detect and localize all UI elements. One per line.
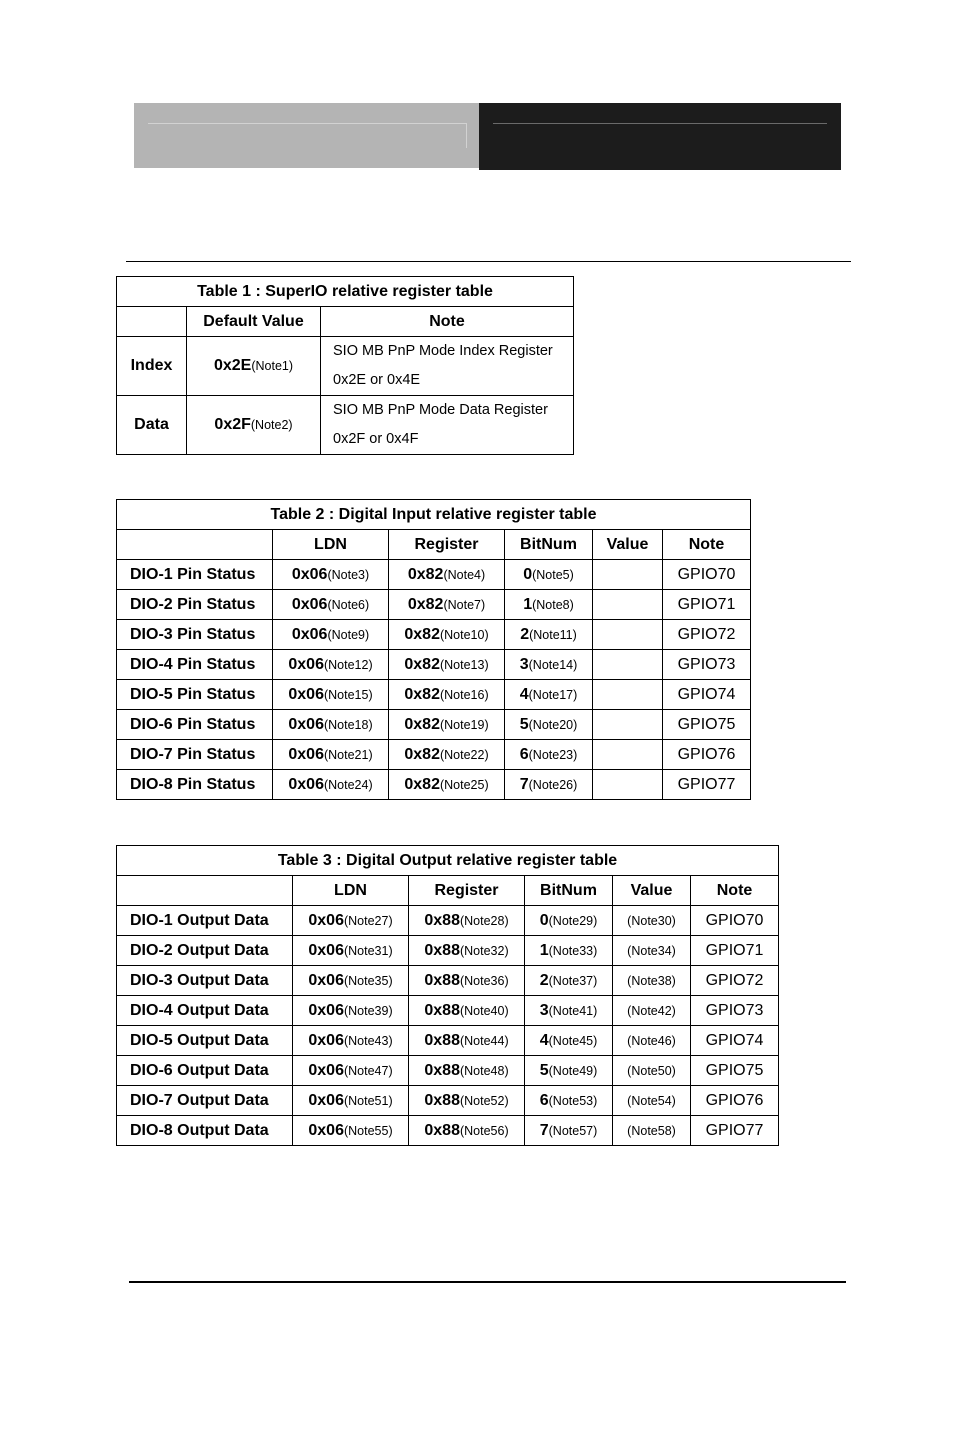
table-row — [117, 560, 751, 590]
note-ref: (Note4) — [443, 567, 486, 582]
ldn-value: 0x06 — [288, 655, 324, 673]
column-header: BitNum — [505, 530, 593, 560]
note-ref: (Note36) — [459, 973, 509, 988]
register-cell — [389, 620, 505, 650]
bitnum-cell — [505, 590, 593, 620]
register-cell — [409, 1026, 525, 1056]
column-header — [117, 307, 187, 337]
value-note: (Note42) — [627, 1003, 676, 1018]
table-row — [117, 650, 751, 680]
note-ref: (Note33) — [548, 943, 598, 958]
bitnum-cell — [525, 936, 613, 966]
row-label: Index — [117, 337, 187, 396]
note-ref: (Note37) — [548, 973, 598, 988]
digital-output-register-table — [116, 845, 779, 1146]
row-label: DIO-6 Pin Status — [117, 710, 273, 740]
value-cell — [613, 1056, 691, 1086]
register-value: 0x82 — [404, 745, 440, 763]
ldn-cell — [273, 620, 389, 650]
table-row — [117, 590, 751, 620]
ldn-cell — [293, 996, 409, 1026]
note-ref: (Note19) — [439, 717, 489, 732]
note-ref: (Note49) — [548, 1063, 598, 1078]
gpio-note: GPIO73 — [691, 996, 779, 1026]
register-value: 0x82 — [404, 775, 440, 793]
bitnum-value: 1 — [523, 595, 533, 613]
note-ref: (Note9) — [327, 627, 370, 642]
table-row — [117, 680, 751, 710]
table-header-row — [117, 307, 574, 337]
row-label: DIO-7 Output Data — [117, 1086, 293, 1116]
register-value: 0x88 — [424, 911, 460, 929]
column-header: Value — [593, 530, 663, 560]
bitnum-value: 4 — [539, 1031, 549, 1049]
table-row — [117, 1086, 779, 1116]
superio-register-table — [116, 276, 574, 455]
note-ref: (Note53) — [548, 1093, 598, 1108]
table-title: Table 1 : SuperIO relative register table — [117, 277, 574, 307]
value-cell — [593, 620, 663, 650]
note-cell — [321, 337, 574, 396]
value-note: (Note46) — [627, 1033, 676, 1048]
value-cell — [613, 966, 691, 996]
column-header: Note — [691, 876, 779, 906]
gpio-note: GPIO77 — [691, 1116, 779, 1146]
ldn-cell — [293, 1116, 409, 1146]
register-cell — [409, 996, 525, 1026]
value-note: (Note38) — [627, 973, 676, 988]
register-value: 0x88 — [424, 1091, 460, 1109]
table-row — [117, 740, 751, 770]
gpio-note: GPIO70 — [663, 560, 751, 590]
row-label: DIO-4 Output Data — [117, 996, 293, 1026]
table-row — [117, 710, 751, 740]
value-cell — [613, 1086, 691, 1116]
value-cell — [593, 650, 663, 680]
column-header: Note — [321, 307, 574, 337]
table-row — [117, 1116, 779, 1146]
register-value: 0x82 — [404, 655, 440, 673]
default-value: 0x2E — [213, 357, 252, 374]
header-rule — [148, 123, 466, 124]
column-header: Default Value — [187, 307, 321, 337]
note-ref: (Note57) — [548, 1123, 598, 1138]
register-cell — [389, 710, 505, 740]
table-header-row — [117, 530, 751, 560]
value-cell — [593, 710, 663, 740]
note-ref: (Note32) — [459, 943, 509, 958]
ldn-value: 0x06 — [308, 941, 344, 959]
note-ref: (Note28) — [459, 913, 509, 928]
note-ref: (Note10) — [439, 627, 489, 642]
value-cell — [593, 560, 663, 590]
ldn-value: 0x06 — [288, 745, 324, 763]
gpio-note: GPIO75 — [663, 710, 751, 740]
ldn-cell — [273, 710, 389, 740]
ldn-value: 0x06 — [288, 685, 324, 703]
note-line: 0x2F or 0x4F — [333, 431, 419, 447]
bitnum-cell — [505, 770, 593, 800]
register-value: 0x82 — [404, 715, 440, 733]
register-value: 0x88 — [424, 1001, 460, 1019]
ldn-cell — [273, 650, 389, 680]
note-ref: (Note6) — [327, 597, 370, 612]
note-ref: (Note41) — [548, 1003, 598, 1018]
column-header — [117, 876, 293, 906]
row-label: DIO-7 Pin Status — [117, 740, 273, 770]
row-label: DIO-4 Pin Status — [117, 650, 273, 680]
bitnum-cell — [525, 996, 613, 1026]
column-header: Note — [663, 530, 751, 560]
value-cell — [613, 1026, 691, 1056]
note-ref: (Note48) — [459, 1063, 509, 1078]
register-value: 0x88 — [424, 971, 460, 989]
ldn-cell — [273, 590, 389, 620]
gpio-note: GPIO71 — [691, 936, 779, 966]
value-note: (Note58) — [627, 1123, 676, 1138]
register-cell — [409, 1116, 525, 1146]
note-ref: (Note5) — [532, 567, 574, 582]
value-note: (Note34) — [627, 943, 676, 958]
ldn-value: 0x06 — [308, 1061, 344, 1079]
note-ref: (Note3) — [327, 567, 370, 582]
row-label: DIO-8 Output Data — [117, 1116, 293, 1146]
note-ref: (Note18) — [323, 717, 373, 732]
bitnum-cell — [525, 1116, 613, 1146]
bitnum-cell — [525, 906, 613, 936]
value-cell — [613, 996, 691, 1026]
note-ref: (Note24) — [323, 777, 373, 792]
register-cell — [409, 1086, 525, 1116]
row-label: Data — [117, 396, 187, 455]
note-ref: (Note52) — [459, 1093, 509, 1108]
bitnum-value: 4 — [519, 685, 529, 703]
register-cell — [409, 966, 525, 996]
ldn-value: 0x06 — [308, 971, 344, 989]
note-ref: (Note47) — [343, 1063, 393, 1078]
bitnum-cell — [525, 1056, 613, 1086]
table-row — [117, 966, 779, 996]
register-value: 0x88 — [424, 941, 460, 959]
note-ref: (Note43) — [343, 1033, 393, 1048]
register-cell — [389, 770, 505, 800]
bitnum-value: 7 — [539, 1121, 549, 1139]
bitnum-value: 6 — [519, 745, 529, 763]
register-value: 0x88 — [424, 1061, 460, 1079]
note-ref: (Note16) — [439, 687, 489, 702]
note-ref: (Note7) — [443, 597, 486, 612]
note-ref: (Note17) — [528, 687, 578, 702]
note-ref: (Note2) — [250, 418, 293, 432]
note-ref: (Note35) — [343, 973, 393, 988]
note-ref: (Note51) — [343, 1093, 393, 1108]
bitnum-value: 5 — [539, 1061, 549, 1079]
row-label: DIO-1 Pin Status — [117, 560, 273, 590]
ldn-cell — [273, 560, 389, 590]
note-ref: (Note22) — [439, 747, 489, 762]
row-label: DIO-3 Pin Status — [117, 620, 273, 650]
bitnum-value: 0 — [523, 565, 533, 583]
note-line: SIO MB PnP Mode Data Register — [333, 402, 548, 418]
column-header: BitNum — [525, 876, 613, 906]
ldn-cell — [293, 1056, 409, 1086]
ldn-value: 0x06 — [308, 1091, 344, 1109]
bitnum-cell — [525, 1086, 613, 1116]
register-cell — [389, 740, 505, 770]
gpio-note: GPIO75 — [691, 1056, 779, 1086]
note-ref: (Note27) — [343, 913, 393, 928]
gpio-note: GPIO76 — [663, 740, 751, 770]
register-value: 0x88 — [424, 1121, 460, 1139]
gpio-note: GPIO70 — [691, 906, 779, 936]
column-header: LDN — [293, 876, 409, 906]
value-cell — [613, 1116, 691, 1146]
table-row — [117, 337, 574, 396]
register-value: 0x82 — [404, 685, 440, 703]
table-row — [117, 996, 779, 1026]
note-ref: (Note14) — [528, 657, 578, 672]
table-title: Table 2 : Digital Input relative register table — [117, 500, 751, 530]
bitnum-cell — [505, 740, 593, 770]
header-rule-vertical — [466, 123, 467, 148]
note-ref: (Note1) — [251, 359, 294, 373]
note-ref: (Note40) — [459, 1003, 509, 1018]
bitnum-cell — [505, 560, 593, 590]
ldn-value: 0x06 — [291, 565, 328, 583]
note-ref: (Note12) — [323, 657, 373, 672]
row-label: DIO-2 Pin Status — [117, 590, 273, 620]
value-note: (Note50) — [627, 1063, 676, 1078]
bitnum-value: 6 — [539, 1091, 549, 1109]
bitnum-value: 0 — [539, 911, 549, 929]
table-row — [117, 770, 751, 800]
table-title: Table 3 : Digital Output relative register table — [117, 846, 779, 876]
table-row — [117, 936, 779, 966]
note-cell — [321, 396, 574, 455]
gpio-note: GPIO77 — [663, 770, 751, 800]
register-value: 0x82 — [404, 625, 440, 643]
ldn-value: 0x06 — [308, 1001, 344, 1019]
default-value-cell — [187, 337, 321, 396]
table-row — [117, 906, 779, 936]
column-header: Register — [389, 530, 505, 560]
bitnum-value: 7 — [519, 775, 529, 793]
ldn-cell — [293, 1086, 409, 1116]
register-cell — [389, 590, 505, 620]
header-banner-right — [479, 103, 841, 170]
register-cell — [389, 680, 505, 710]
bottom-divider — [129, 1281, 846, 1283]
ldn-value: 0x06 — [291, 625, 328, 643]
value-note: (Note54) — [627, 1093, 676, 1108]
value-cell — [593, 680, 663, 710]
ldn-cell — [273, 680, 389, 710]
table-row — [117, 1026, 779, 1056]
value-cell — [593, 740, 663, 770]
row-label: DIO-8 Pin Status — [117, 770, 273, 800]
bitnum-value: 2 — [520, 625, 530, 643]
register-cell — [389, 650, 505, 680]
ldn-value: 0x06 — [308, 1031, 344, 1049]
bitnum-value: 5 — [519, 715, 529, 733]
ldn-cell — [293, 906, 409, 936]
value-cell — [613, 906, 691, 936]
register-cell — [389, 560, 505, 590]
default-value: 0x2F — [214, 416, 251, 433]
row-label: DIO-2 Output Data — [117, 936, 293, 966]
ldn-value: 0x06 — [291, 595, 328, 613]
bitnum-cell — [505, 620, 593, 650]
note-ref: (Note11) — [529, 627, 577, 642]
header-rule — [493, 123, 827, 124]
column-header: Value — [613, 876, 691, 906]
ldn-cell — [293, 966, 409, 996]
table-row — [117, 396, 574, 455]
note-ref: (Note8) — [532, 597, 574, 612]
gpio-note: GPIO73 — [663, 650, 751, 680]
note-ref: (Note55) — [343, 1123, 393, 1138]
table-header-row — [117, 876, 779, 906]
digital-input-register-table — [116, 499, 751, 800]
table-row — [117, 1056, 779, 1086]
ldn-cell — [273, 740, 389, 770]
bitnum-cell — [505, 650, 593, 680]
row-label: DIO-5 Output Data — [117, 1026, 293, 1056]
table-row — [117, 620, 751, 650]
note-ref: (Note26) — [528, 777, 578, 792]
note-ref: (Note15) — [323, 687, 373, 702]
ldn-cell — [273, 770, 389, 800]
bitnum-cell — [525, 966, 613, 996]
column-header: LDN — [273, 530, 389, 560]
bitnum-cell — [525, 1026, 613, 1056]
bitnum-value: 3 — [519, 655, 529, 673]
gpio-note: GPIO72 — [663, 620, 751, 650]
note-ref: (Note13) — [439, 657, 489, 672]
top-divider — [126, 261, 851, 262]
bitnum-value: 1 — [539, 941, 549, 959]
header-banner-left — [134, 103, 479, 168]
register-value: 0x82 — [407, 595, 444, 613]
note-line: SIO MB PnP Mode Index Register — [333, 343, 553, 359]
bitnum-value: 2 — [539, 971, 549, 989]
note-ref: (Note29) — [548, 913, 598, 928]
note-ref: (Note44) — [459, 1033, 509, 1048]
note-ref: (Note21) — [323, 747, 373, 762]
register-cell — [409, 936, 525, 966]
register-value: 0x82 — [407, 565, 444, 583]
ldn-value: 0x06 — [308, 911, 344, 929]
value-cell — [593, 770, 663, 800]
register-value: 0x88 — [424, 1031, 460, 1049]
default-value-cell — [187, 396, 321, 455]
ldn-cell — [293, 936, 409, 966]
row-label: DIO-3 Output Data — [117, 966, 293, 996]
value-cell — [613, 936, 691, 966]
gpio-note: GPIO74 — [663, 680, 751, 710]
row-label: DIO-6 Output Data — [117, 1056, 293, 1086]
column-header — [117, 530, 273, 560]
register-cell — [409, 1056, 525, 1086]
note-ref: (Note39) — [343, 1003, 393, 1018]
note-ref: (Note25) — [439, 777, 489, 792]
gpio-note: GPIO76 — [691, 1086, 779, 1116]
note-ref: (Note20) — [528, 717, 578, 732]
bitnum-value: 3 — [539, 1001, 549, 1019]
ldn-value: 0x06 — [308, 1121, 344, 1139]
column-header: Register — [409, 876, 525, 906]
ldn-cell — [293, 1026, 409, 1056]
value-cell — [593, 590, 663, 620]
gpio-note: GPIO74 — [691, 1026, 779, 1056]
gpio-note: GPIO72 — [691, 966, 779, 996]
bitnum-cell — [505, 710, 593, 740]
gpio-note: GPIO71 — [663, 590, 751, 620]
value-note: (Note30) — [627, 913, 676, 928]
row-label: DIO-1 Output Data — [117, 906, 293, 936]
ldn-value: 0x06 — [288, 775, 324, 793]
note-ref: (Note23) — [528, 747, 578, 762]
note-ref: (Note56) — [459, 1123, 509, 1138]
ldn-value: 0x06 — [288, 715, 324, 733]
note-line: 0x2E or 0x4E — [333, 372, 421, 388]
register-cell — [409, 906, 525, 936]
row-label: DIO-5 Pin Status — [117, 680, 273, 710]
note-ref: (Note31) — [343, 943, 393, 958]
bitnum-cell — [505, 680, 593, 710]
note-ref: (Note45) — [548, 1033, 598, 1048]
